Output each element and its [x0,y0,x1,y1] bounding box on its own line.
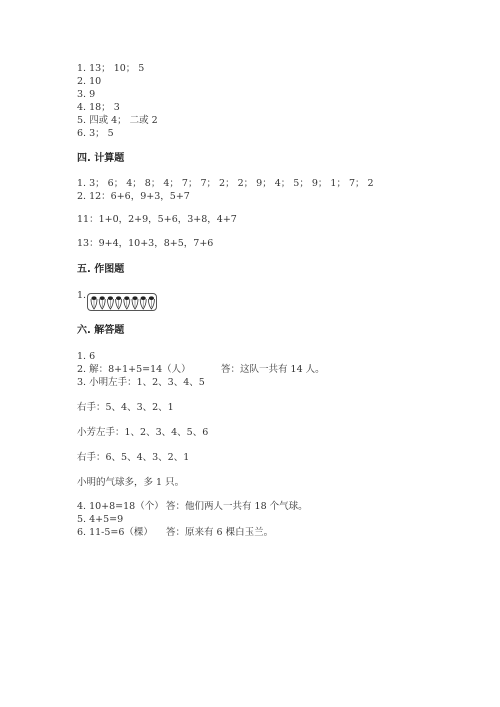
balloon-shape [148,296,154,309]
answer-line: 1. 3； 6； 4； 8； 4； 7； 7； 2； 2； 9； 4； 5； 9； 1； 7； 2 [77,178,374,189]
section-heading-word-problems: 六. 解答题 [77,325,125,336]
balloon-shape [132,296,138,309]
answer-line: 5. 4+5=9 [77,514,124,525]
answer-text: 答：原来有 6 棵白玉兰。 [166,527,274,538]
answer-line: 1. 6 [77,351,96,362]
answer-line: 13：9+4，10+3，8+5，7+6 [77,238,214,249]
balloon-shape [124,296,130,309]
balloon-shape [140,296,146,309]
answer-line: 3. 小明左手：1、2、3、4、5 [77,377,205,388]
answer-line: 1. 13； 10； 5 [77,63,145,74]
answer-line: 6. 3； 5 [77,128,114,139]
answer-line: 小芳左手：1、2、3、4、5、6 [77,427,209,438]
section-heading-drawing: 五. 作图题 [77,264,125,275]
answer-line: 4. 18； 3 [77,102,120,113]
answer-line: 2. 10 [77,76,102,87]
answer-line: 5. 四或 4； 二或 2 [77,115,158,126]
answer-line: 11：1+0，2+9，5+6，3+8，4+7 [77,214,237,225]
answer-text: 答：他们两人一共有 18 个气球。 [166,501,308,512]
answer-line: 2. 12：6+6，9+3，5+7 [77,191,190,202]
answer-line: 右手：6、5、4、3、2、1 [77,452,190,463]
balloon-shape [91,296,97,309]
answer-line: 2. 解：8+1+5=14（人） [77,364,191,375]
answer-line: 右手：5、4、3、2、1 [77,402,174,413]
answer-line: 小明的气球多，多 1 只。 [77,477,185,488]
answer-text: 答：这队一共有 14 人。 [221,364,325,375]
balloon-shape [99,296,105,309]
answer-line: 6. 11-5=6（棵） [77,527,153,538]
drawing-figure-svg [88,294,158,312]
drawing-figure [87,293,157,311]
section-heading-calculation: 四. 计算题 [77,153,125,164]
balloon-shape [116,296,122,309]
balloon-shape [107,296,113,309]
item-label: 1. [77,290,87,301]
answer-line: 3. 9 [77,89,96,100]
answer-line: 4. 10+8=18（个） [77,501,164,512]
